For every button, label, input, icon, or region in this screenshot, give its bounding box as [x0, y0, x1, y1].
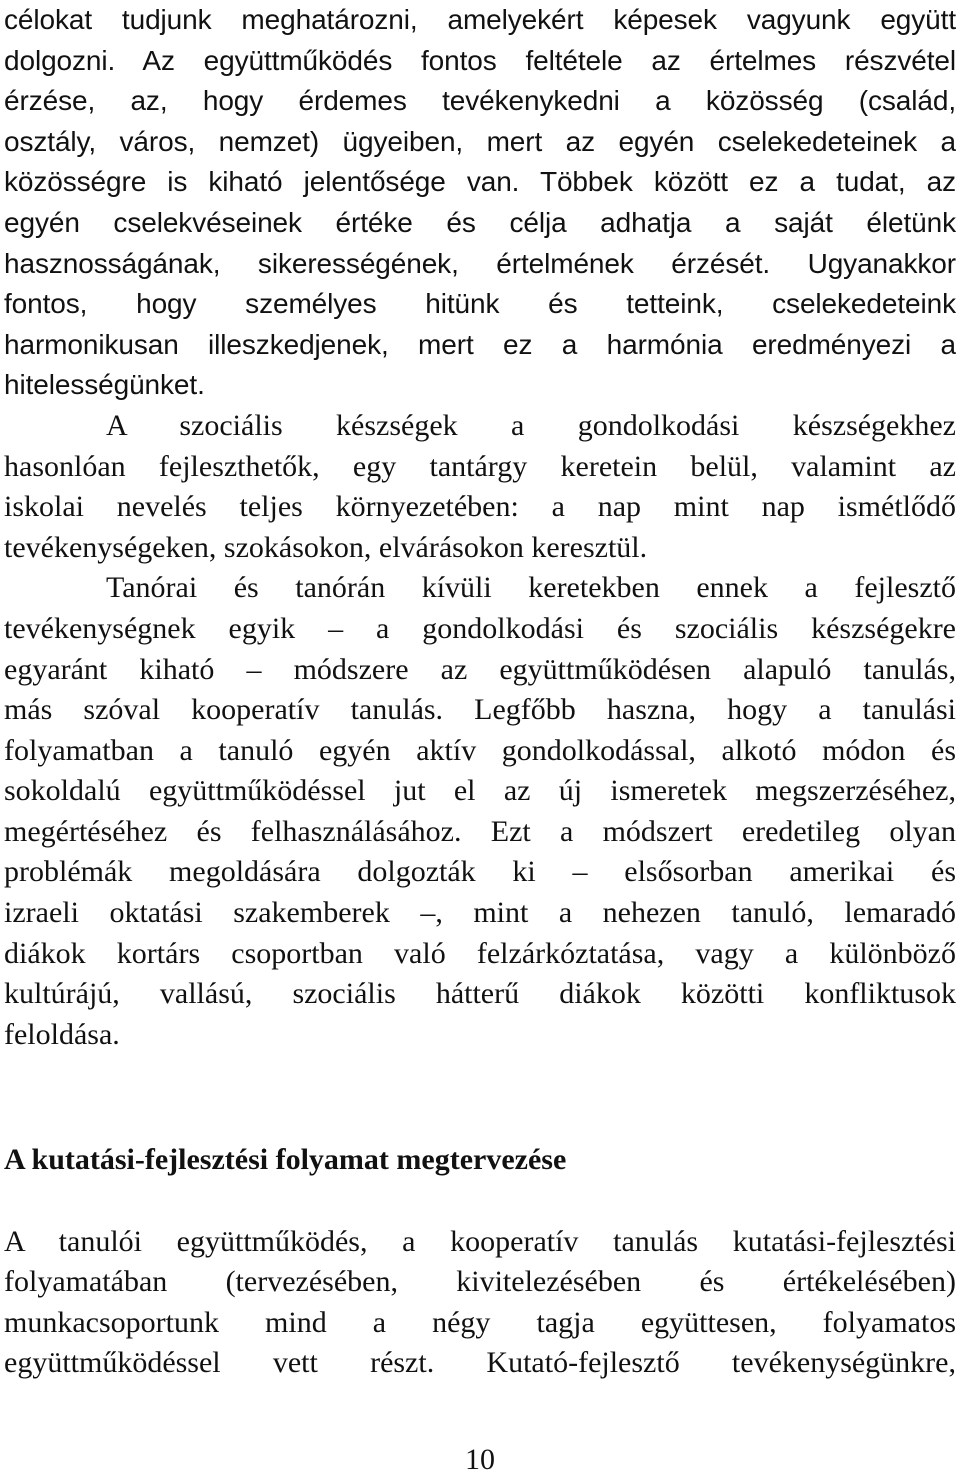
- text-line: iskolai nevelés teljes környezetében: a nap mint nap ismétlődő: [4, 490, 956, 524]
- paragraph-research-planning: [4, 1222, 956, 1384]
- text-line: más szóval kooperatív tanulás. Legfőbb haszna, hogy a tanulási: [4, 693, 956, 727]
- text-line: közösségre is kiható jelentősége van. Többek között ez a tudat, az: [4, 166, 956, 198]
- text-line: dolgozni. Az együttműködés fontos feltétele az értelmes részvétel: [4, 44, 956, 76]
- text-line: célokat tudjunk meghatározni, amelyekért képesek vagyunk együtt: [4, 4, 956, 35]
- text-line: tevékenységnek egyik – a gondolkodási és szociális készségekre: [4, 611, 956, 645]
- paragraph-social-skills: [4, 406, 956, 568]
- text-line: hitelességünket.: [4, 369, 205, 401]
- text-line: problémák megoldására dolgozták ki – elsősorban amerikai és: [4, 855, 956, 889]
- text-line: A szociális készségek a gondolkodási készségekhez: [106, 408, 956, 442]
- section-heading: A kutatási-fejlesztési folyamat megtervezése: [4, 1143, 567, 1176]
- text-line: fontos, hogy személyes hitünk és tetteink, cselekedeteink: [4, 288, 956, 320]
- page-number: 10: [465, 1443, 495, 1476]
- text-line: egyén cselekvéseinek értéke és célja adhatja a saját életünk: [4, 206, 956, 238]
- text-line: osztály, város, nemzet) ügyeiben, mert az egyén cselekedeteinek a: [4, 125, 956, 157]
- text-line: diákok kortárs csoportban való felzárkóztatása, vagy a különböző: [4, 936, 956, 970]
- text-line: hasznosságának, sikerességének, értelmének érzését. Ugyanakkor: [4, 247, 956, 279]
- text-line: egyaránt kiható – módszere az együttműködésen alapuló tanulás,: [4, 652, 956, 686]
- text-line: megértéséhez és felhasználásához. Ezt a módszert eredetileg olyan: [4, 814, 956, 848]
- text-line: munkacsoportunk mind a négy tagja együttesen, folyamatos: [4, 1305, 956, 1339]
- text-line: együttműködéssel vett részt. Kutató-fejlesztő tevékenységünkre,: [4, 1346, 956, 1380]
- text-line: kultúrájú, vallású, szociális hátterű diákok közötti konfliktusok: [4, 977, 956, 1011]
- paragraph-cooperation-intro: [4, 0, 956, 406]
- paragraph-cooperative-learning: [4, 568, 956, 1055]
- text-line: folyamatban a tanuló egyén aktív gondolkodással, alkotó módon és: [4, 733, 956, 767]
- text-line: tevékenységeken, szokásokon, elvárásokon keresztül.: [4, 530, 648, 564]
- text-line: folyamatában (tervezésében, kivitelezésében és értékelésében): [4, 1265, 956, 1299]
- text-line: izraeli oktatási szakemberek –, mint a nehezen tanuló, lemaradó: [4, 896, 956, 930]
- text-line: A tanulói együttműködés, a kooperatív tanulás kutatási-fejlesztési: [4, 1225, 956, 1258]
- text-line: feloldása.: [4, 1017, 120, 1051]
- text-line: sokoldalú együttműködéssel jut el az új ismeretek megszerzéséhez,: [4, 774, 956, 808]
- text-line: érzése, az, hogy érdemes tevékenykedni a közösség (család,: [4, 85, 956, 117]
- text-line: hasonlóan fejleszthetők, egy tantárgy keretein belül, valamint az: [4, 449, 956, 483]
- text-line: harmonikusan illeszkedjenek, mert ez a harmónia eredményezi a: [4, 328, 956, 360]
- document-body: [4, 0, 956, 1055]
- text-line: Tanórai és tanórán kívüli keretekben ennek a fejlesztő: [106, 571, 956, 605]
